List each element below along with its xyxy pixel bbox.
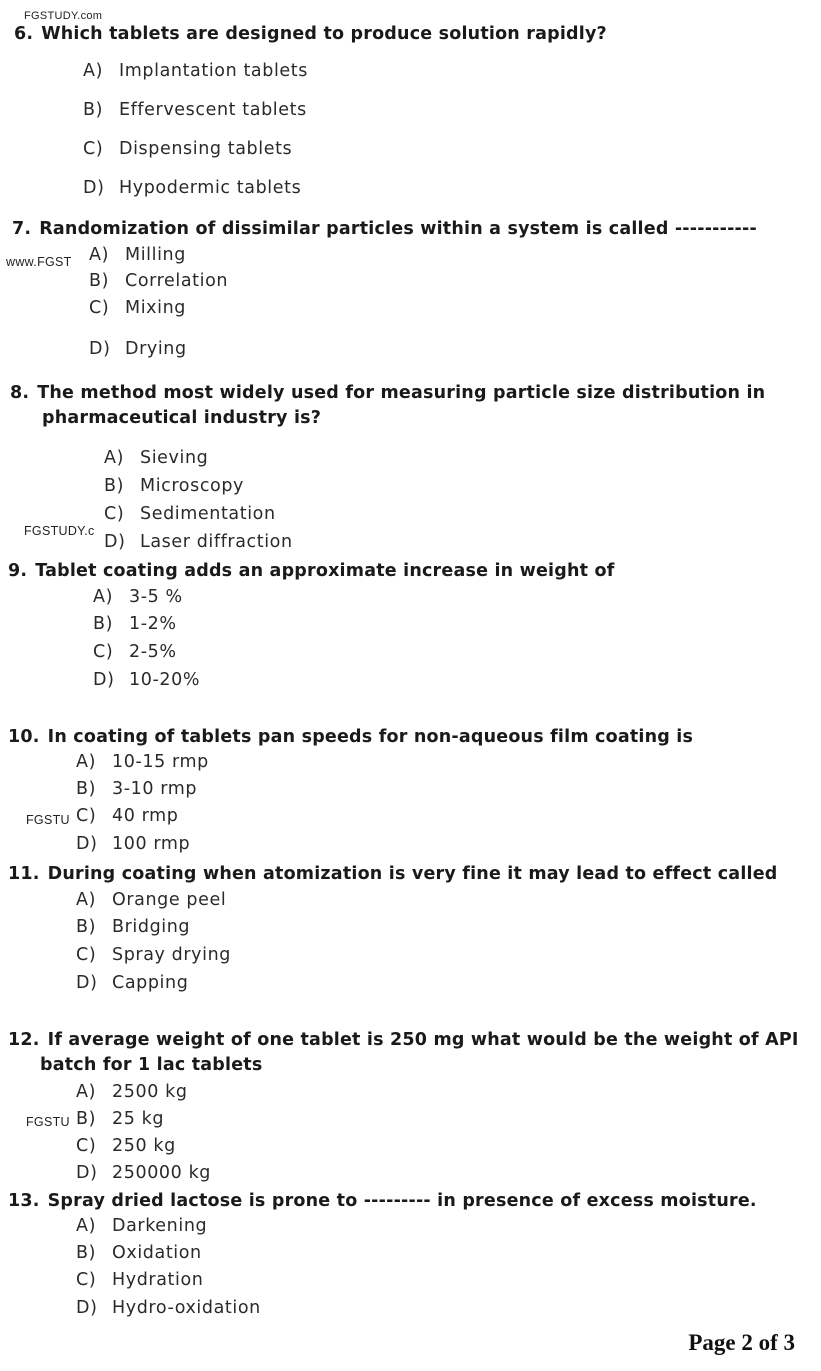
question-6-stem	[14, 24, 607, 44]
option	[93, 614, 177, 634]
option	[93, 670, 200, 690]
option-text: 1-2%	[129, 614, 177, 634]
option-text: Mixing	[125, 298, 186, 318]
watermark: FGSTUDY.c	[24, 524, 95, 538]
option-text: 10-20%	[129, 670, 201, 690]
option-letter: A)	[89, 245, 109, 265]
option	[76, 1298, 261, 1318]
watermark: www.FGST	[6, 255, 72, 269]
option	[76, 917, 190, 937]
option	[76, 945, 231, 965]
question-number: 7.	[12, 219, 32, 239]
option	[76, 973, 188, 993]
option-text: Sedimentation	[140, 504, 276, 524]
option-text: Laser diffraction	[140, 532, 293, 552]
question-8-stem	[10, 383, 765, 403]
option	[76, 1243, 202, 1263]
option	[83, 178, 301, 198]
option-text: Hydration	[112, 1270, 204, 1290]
option-text: Drying	[125, 339, 187, 359]
question-text: The method most widely used for measuring particle size distribution in	[37, 383, 766, 403]
option-letter: D)	[104, 532, 126, 552]
option-text: 3-10 rmp	[112, 779, 198, 799]
page-number: Page 2 of 3	[688, 1330, 795, 1355]
option-text: Hydro-oxidation	[112, 1298, 261, 1318]
option-letter: D)	[76, 973, 98, 993]
option	[89, 339, 187, 359]
option-letter: D)	[93, 670, 115, 690]
option	[76, 806, 178, 826]
question-text: Which tablets are designed to produce solution rapidly?	[41, 24, 607, 44]
option-letter: B)	[104, 476, 125, 496]
option-text: Oxidation	[112, 1243, 202, 1263]
question-text: Randomization of dissimilar particles within a system is called -----------	[39, 219, 757, 239]
question-number: 8.	[10, 383, 30, 403]
watermark: FGSTUDY.com	[24, 10, 103, 22]
option	[76, 1082, 188, 1102]
option	[104, 476, 244, 496]
option-text: Capping	[112, 973, 189, 993]
option-text: 250000 kg	[112, 1163, 212, 1183]
watermark: FGSTU	[26, 813, 70, 827]
option-letter: C)	[93, 642, 114, 662]
option-letter: D)	[76, 1298, 98, 1318]
option	[76, 779, 197, 799]
option-letter: B)	[76, 917, 97, 937]
option-letter: A)	[76, 890, 96, 910]
option-letter: A)	[93, 587, 113, 607]
option-text: Effervescent tablets	[119, 100, 307, 120]
option-letter: C)	[83, 139, 104, 159]
question-13-stem	[8, 1191, 757, 1211]
question-number: 6.	[14, 24, 34, 44]
question-12-stem	[8, 1030, 799, 1050]
option	[76, 1216, 207, 1236]
question-text: In coating of tablets pan speeds for non-aqueous film coating is	[47, 727, 694, 747]
question-12-stem-continued: batch for 1 lac tablets	[40, 1055, 263, 1075]
option	[76, 1109, 164, 1129]
option-text: 2-5%	[129, 642, 177, 662]
option-text: Bridging	[112, 917, 191, 937]
option	[104, 504, 276, 524]
option-text: Milling	[125, 245, 186, 265]
question-number: 9.	[8, 561, 28, 581]
option-letter: B)	[76, 1109, 97, 1129]
option-letter: B)	[76, 1243, 97, 1263]
option-letter: D)	[89, 339, 111, 359]
option-text: Spray drying	[112, 945, 231, 965]
option	[104, 532, 293, 552]
question-number: 12.	[8, 1030, 40, 1050]
option-text: Hypodermic tablets	[119, 178, 302, 198]
question-text: Tablet coating adds an approximate increase in weight of	[35, 561, 615, 581]
question-7-stem	[12, 219, 757, 239]
option-text: 25 kg	[112, 1109, 165, 1129]
option	[93, 642, 177, 662]
option	[89, 245, 186, 265]
option-letter: A)	[76, 1216, 96, 1236]
option-letter: D)	[76, 1163, 98, 1183]
option-text: 10-15 rmp	[112, 752, 209, 772]
option	[83, 100, 307, 120]
option	[76, 752, 209, 772]
question-9-stem	[8, 561, 615, 581]
option-letter: C)	[76, 806, 97, 826]
option-letter: B)	[89, 271, 110, 291]
option-text: 40 rmp	[112, 806, 179, 826]
option-text: Implantation tablets	[119, 61, 308, 81]
option-letter: D)	[76, 834, 98, 854]
option-letter: C)	[104, 504, 125, 524]
option-text: Orange peel	[112, 890, 227, 910]
option-text: 250 kg	[112, 1136, 176, 1156]
question-number: 13.	[8, 1191, 40, 1211]
option-text: 2500 kg	[112, 1082, 188, 1102]
option-letter: A)	[104, 448, 124, 468]
option	[89, 271, 228, 291]
option-text: Correlation	[125, 271, 229, 291]
option-text: 100 rmp	[112, 834, 191, 854]
option-letter: C)	[76, 945, 97, 965]
question-text: During coating when atomization is very fine it may lead to effect called	[47, 864, 778, 884]
question-number: 11.	[8, 864, 40, 884]
question-11-stem	[8, 864, 778, 884]
option-letter: A)	[76, 1082, 96, 1102]
question-text: If average weight of one tablet is 250 mg what would be the weight of API	[47, 1030, 799, 1050]
option-letter: B)	[76, 779, 97, 799]
option-text: Sieving	[140, 448, 209, 468]
option-letter: A)	[76, 752, 96, 772]
option-letter: B)	[83, 100, 104, 120]
option	[76, 834, 190, 854]
option	[89, 298, 186, 318]
option-letter: D)	[83, 178, 105, 198]
option-letter: C)	[76, 1136, 97, 1156]
option-text: 3-5 %	[129, 587, 183, 607]
option	[76, 1136, 176, 1156]
option-text: Darkening	[112, 1216, 208, 1236]
option	[93, 587, 183, 607]
option-letter: C)	[89, 298, 110, 318]
option-text: Microscopy	[140, 476, 245, 496]
option-letter: A)	[83, 61, 103, 81]
option	[104, 448, 208, 468]
option-letter: B)	[93, 614, 114, 634]
option	[76, 1270, 203, 1290]
question-number: 10.	[8, 727, 40, 747]
option-text: Dispensing tablets	[119, 139, 293, 159]
option-letter: C)	[76, 1270, 97, 1290]
option	[83, 61, 308, 81]
option	[83, 139, 292, 159]
question-text: Spray dried lactose is prone to --------- in presence of excess moisture.	[47, 1191, 757, 1211]
question-8-stem-continued: pharmaceutical industry is?	[42, 408, 322, 428]
option	[76, 890, 226, 910]
watermark: FGSTU	[26, 1115, 70, 1129]
question-10-stem	[8, 727, 693, 747]
option	[76, 1163, 211, 1183]
